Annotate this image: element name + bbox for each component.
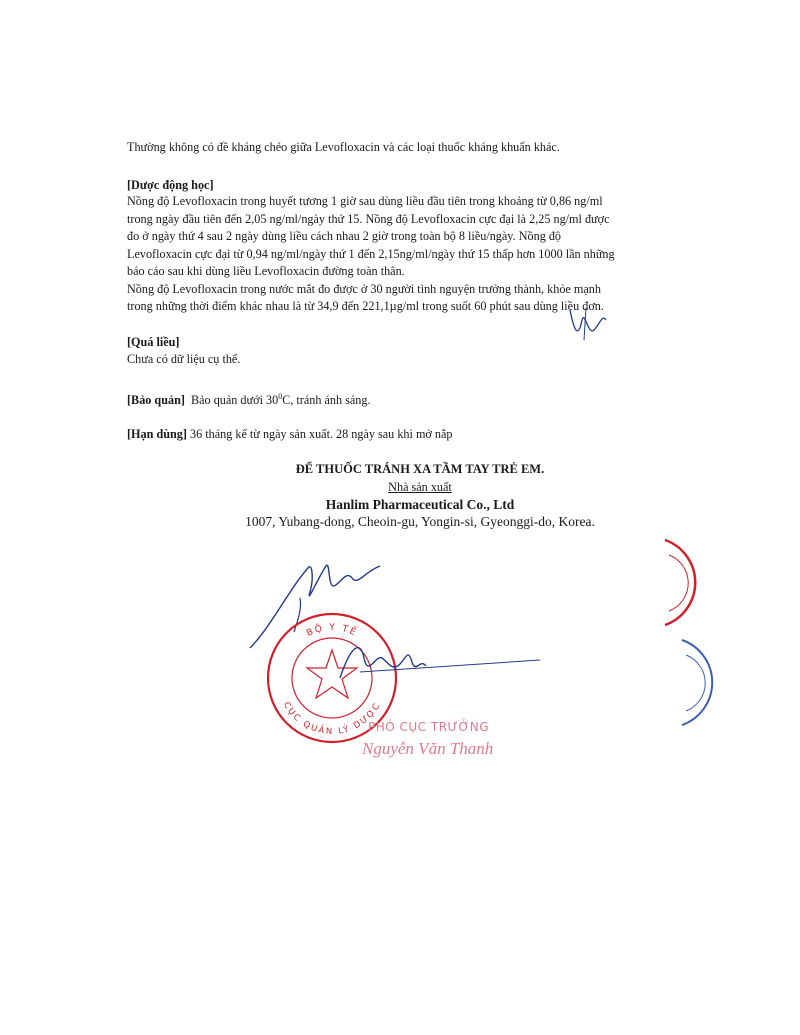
manufacturer-address: 1007, Yubang-dong, Cheoin-gu, Yongin-si, Gyeonggi-do, Korea. xyxy=(245,514,595,529)
storage-section xyxy=(127,388,371,410)
pk-line: báo cáo sau khi dùng liều Levofloxacin đường toàn thân. xyxy=(127,264,405,278)
storage-heading: [Bảo quản] xyxy=(127,393,185,408)
pk-line: trong những thời điểm khác nhau là từ 34,9 đến 221,1µg/ml trong suốt 60 phút sau dùng liều đơn. xyxy=(127,299,604,313)
expiry-text: 36 tháng kể từ ngày sản xuất. 28 ngày sau khi mở nắp xyxy=(190,427,453,441)
manufacturer-name: Hanlim Pharmaceutical Co., Ltd xyxy=(325,497,515,512)
degree-superscript: 0 xyxy=(278,392,283,401)
storage-text-end: C, tránh ánh sáng. xyxy=(282,393,371,408)
pharmacokinetics-heading: [Dược động học] xyxy=(127,178,214,192)
pk-line: Nồng độ Levofloxacin trong nước mắt đo được ở 30 người tình nguyện trưởng thành, khỏe mạnh xyxy=(127,281,601,296)
expiry-section xyxy=(127,426,453,444)
stamp-title: PHÓ CỤC TRƯỞNG xyxy=(368,720,490,734)
pk-line: Nồng độ Levofloxacin trong huyết tương 1 giờ sau dùng liều đầu tiên trong khoảng từ 0,86 ng/ml xyxy=(127,194,603,208)
edge-seal-red xyxy=(655,535,700,630)
overdose-text: Chưa có dữ liệu cụ thể. xyxy=(127,352,241,366)
manufacturer-label: Nhà sản xuất xyxy=(388,480,452,494)
seal-ring-bottom: CỤC QUẢN LÝ DƯỢC xyxy=(280,700,384,738)
signature-director xyxy=(320,628,550,698)
manufacturer-label-row xyxy=(160,480,680,495)
initials-mark xyxy=(560,300,620,345)
overdose-heading: [Quá liều] xyxy=(127,335,180,349)
intro-line: Thường không có đề kháng chéo giữa Levofloxacin và các loại thuốc kháng khuẩn khác. xyxy=(127,140,560,154)
pk-line: Levofloxacin cực đại từ 0,94 ng/ml/ngày thứ 1 đến 2,15ng/ml/ngày thứ 15 thấp hơn 1000 lần những xyxy=(127,246,615,261)
pharmacokinetics-body xyxy=(127,193,667,316)
storage-text: Bảo quản dưới 30 xyxy=(191,393,279,408)
edge-seal-blue xyxy=(670,635,715,730)
stamp-name: Nguyễn Văn Thanh xyxy=(362,739,494,758)
pk-line: đo ở ngày thứ 4 sau 2 ngày dùng liều cách nhau 2 giờ trong toàn bộ 8 liều/ngày. Nồng độ xyxy=(127,229,562,243)
expiry-heading: [Hạn dùng] xyxy=(127,427,187,441)
seal-ring-top: BỘ Y TẾ xyxy=(305,622,359,639)
pk-line: trong ngày đầu tiên đến 2,05 ng/ml/ngày thứ 15. Nồng độ Levofloxacin cực đại là 2,25 ng/ml được xyxy=(127,211,610,226)
child-warning: ĐỂ THUỐC TRÁNH XA TẦM TAY TRẺ EM. xyxy=(295,462,545,476)
